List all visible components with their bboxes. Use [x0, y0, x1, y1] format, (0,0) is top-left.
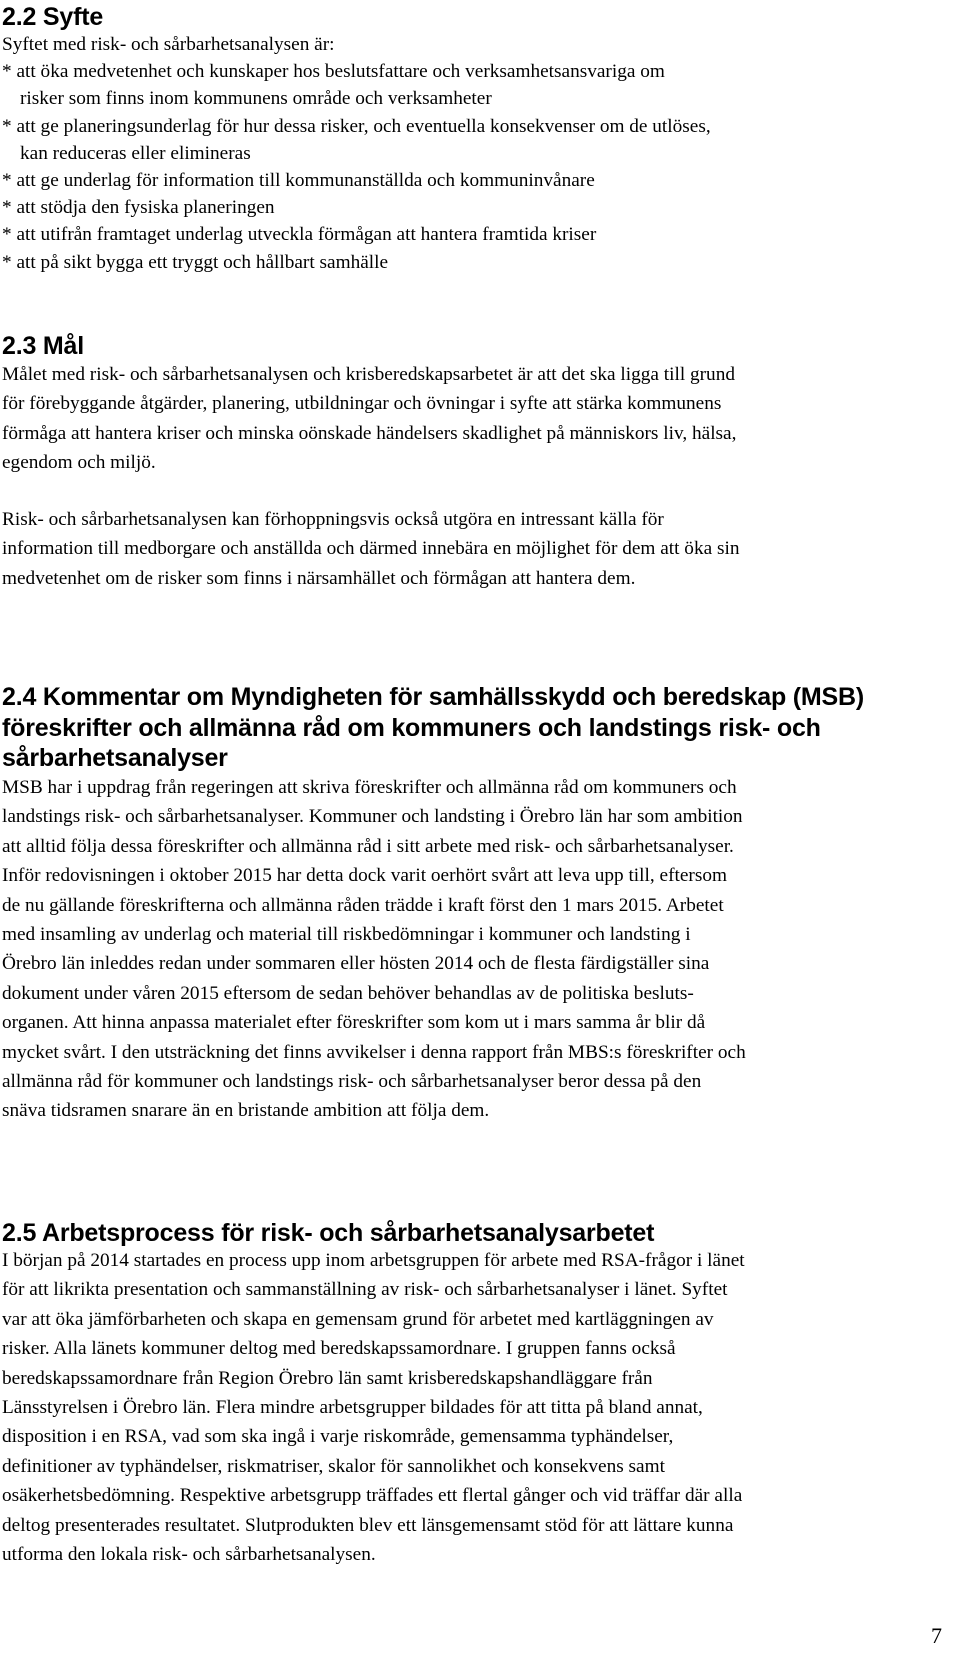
text-line: var att öka jämförbarheten och skapa en gemensam grund för arbetet med kartläggningen av: [2, 1308, 714, 1330]
text-line: risker. Alla länets kommuner deltog med beredskapssamordnare. I gruppen fanns också: [2, 1338, 676, 1360]
heading-line: sårbarhetsanalyser: [2, 744, 228, 772]
list-item-continuation: risker som finns inom kommunens område och verksamheter: [20, 88, 492, 110]
list-item: * att ge planeringsunderlag för hur dessa risker, och eventuella konsekvenser om de utlöses,: [2, 115, 711, 137]
syfte-intro: Syftet med risk- och sårbarhetsanalysen är:: [2, 34, 335, 55]
section-heading-kommentar: [2, 682, 864, 774]
list-item-continuation: kan reduceras eller elimineras: [20, 142, 251, 164]
text-line: egendom och miljö.: [2, 452, 156, 474]
text-line: snäva tidsramen snarare än en bristande ambition att följa dem.: [2, 1100, 490, 1122]
list-item: * att på sikt bygga ett tryggt och hållbart samhälle: [2, 251, 389, 273]
text-line: MSB har i uppdrag från regeringen att skriva föreskrifter och allmänna råd om kommuners och: [2, 777, 737, 798]
text-line: Örebro län inleddes redan under sommaren eller hösten 2014 och de flesta färdigställer sina: [2, 953, 710, 975]
text-line: allmänna råd för kommuner och landstings risk- och sårbarhetsanalyser beror dessa på den: [2, 1071, 702, 1093]
text-line: Målet med risk- och sårbarhetsanalysen och krisberedskapsarbetet är att det ska ligga till grund: [2, 364, 735, 385]
list-item: * att utifrån framtaget underlag utveckla förmågan att hantera framtida kriser: [2, 224, 597, 246]
text-line: att alltid följa dessa föreskrifter och allmänna råd i sitt arbete med risk- och sårbarhetsanalyser.: [2, 835, 734, 857]
text-line: de nu gällande föreskrifterna och allmänna råden trädde i kraft först den 1 mars 2015. Arbetet: [2, 894, 724, 916]
text-line: I början på 2014 startades en process upp inom arbetsgruppen för arbete med RSA-frågor i länet: [2, 1250, 745, 1271]
list-item: * att ge underlag för information till kommunanställda och kommuninvånare: [2, 170, 595, 192]
text-line: Risk- och sårbarhetsanalysen kan förhoppningsvis också utgöra en intressant källa för: [2, 509, 664, 530]
mal-paragraph-1: [2, 360, 736, 478]
text-line: med insamling av underlag och material till riskbedömningar i kommuner och landsting i: [2, 924, 691, 946]
page-number: 7: [931, 1623, 942, 1648]
text-line: Inför redovisningen i oktober 2015 har detta dock varit oerhört svårt att leva upp till, eftersom: [2, 865, 727, 887]
text-line: landstings risk- och sårbarhetsanalyser. Kommuner och landsting i Örebro län har som ambition: [2, 806, 743, 828]
text-line: för förebyggande åtgärder, planering, utbildningar och övningar i syfte att stärka kommunens: [2, 393, 722, 415]
text-line: osäkerhetsbedömning. Respektive arbetsgrupp träffades ett flertal gånger och vid träffar där alla: [2, 1485, 743, 1507]
text-line: organen. Att hinna anpassa materialet efter föreskrifter som kom ut i mars samma år blir då: [2, 1012, 706, 1034]
text-line: medvetenhet om de risker som finns i närsamhället och förmågan att hantera dem.: [2, 567, 636, 589]
text-line: beredskapssamordnare från Region Örebro län samt krisberedskapshandläggare från: [2, 1367, 653, 1389]
section-heading-syfte: 2.2 Syfte: [2, 3, 104, 31]
text-line: information till medborgare och anställda och därmed innebära en möjlighet för dem att öka sin: [2, 538, 740, 560]
text-line: Länsstyrelsen i Örebro län. Flera mindre arbetsgrupper bildades för att titta på bland annat,: [2, 1397, 703, 1419]
mal-paragraph-2: [2, 505, 739, 593]
list-item: * att öka medvetenhet och kunskaper hos beslutsfattare och verksamhetsansvariga om: [2, 61, 665, 83]
text-line: deltog presenterades resultatet. Slutprodukten blev ett länsgemensamt stöd för att lättare kunna: [2, 1514, 734, 1536]
text-line: disposition i en RSA, vad som ska ingå i varje riskområde, gemensamma typhändelser,: [2, 1426, 674, 1448]
heading-line: föreskrifter och allmänna råd om kommuners och landstings risk- och: [2, 713, 821, 742]
text-line: mycket svårt. I den utsträckning det finns avvikelser i denna rapport från MBS:s föreskrifter och: [2, 1041, 746, 1063]
text-line: dokument under våren 2015 eftersom de sedan behöver behandlas av de politiska besluts-: [2, 982, 694, 1004]
heading-line: 2.4 Kommentar om Myndigheten för samhällsskydd och beredskap (MSB): [2, 683, 864, 711]
section-heading-mal: 2.3 Mål: [2, 332, 84, 360]
arbetsprocess-paragraph: [2, 1246, 745, 1569]
syfte-list: [2, 31, 711, 276]
text-line: för att likrikta presentation och sammanställning av risk- och sårbarhetsanalyser i länet. Syftet: [2, 1279, 728, 1301]
section-heading-arbetsprocess: 2.5 Arbetsprocess för risk- och sårbarhetsanalysarbetet: [2, 1219, 655, 1247]
text-line: definitioner av typhändelser, riskmatriser, skalor för sannolikhet och konsekvens samt: [2, 1455, 665, 1477]
kommentar-paragraph: [2, 773, 746, 1126]
text-line: förmåga att hantera kriser och minska oönskade händelsers skadlighet på människors liv, hälsa,: [2, 422, 737, 444]
text-line: utforma den lokala risk- och sårbarhetsanalysen.: [2, 1544, 376, 1566]
list-item: * att stödja den fysiska planeringen: [2, 197, 275, 219]
